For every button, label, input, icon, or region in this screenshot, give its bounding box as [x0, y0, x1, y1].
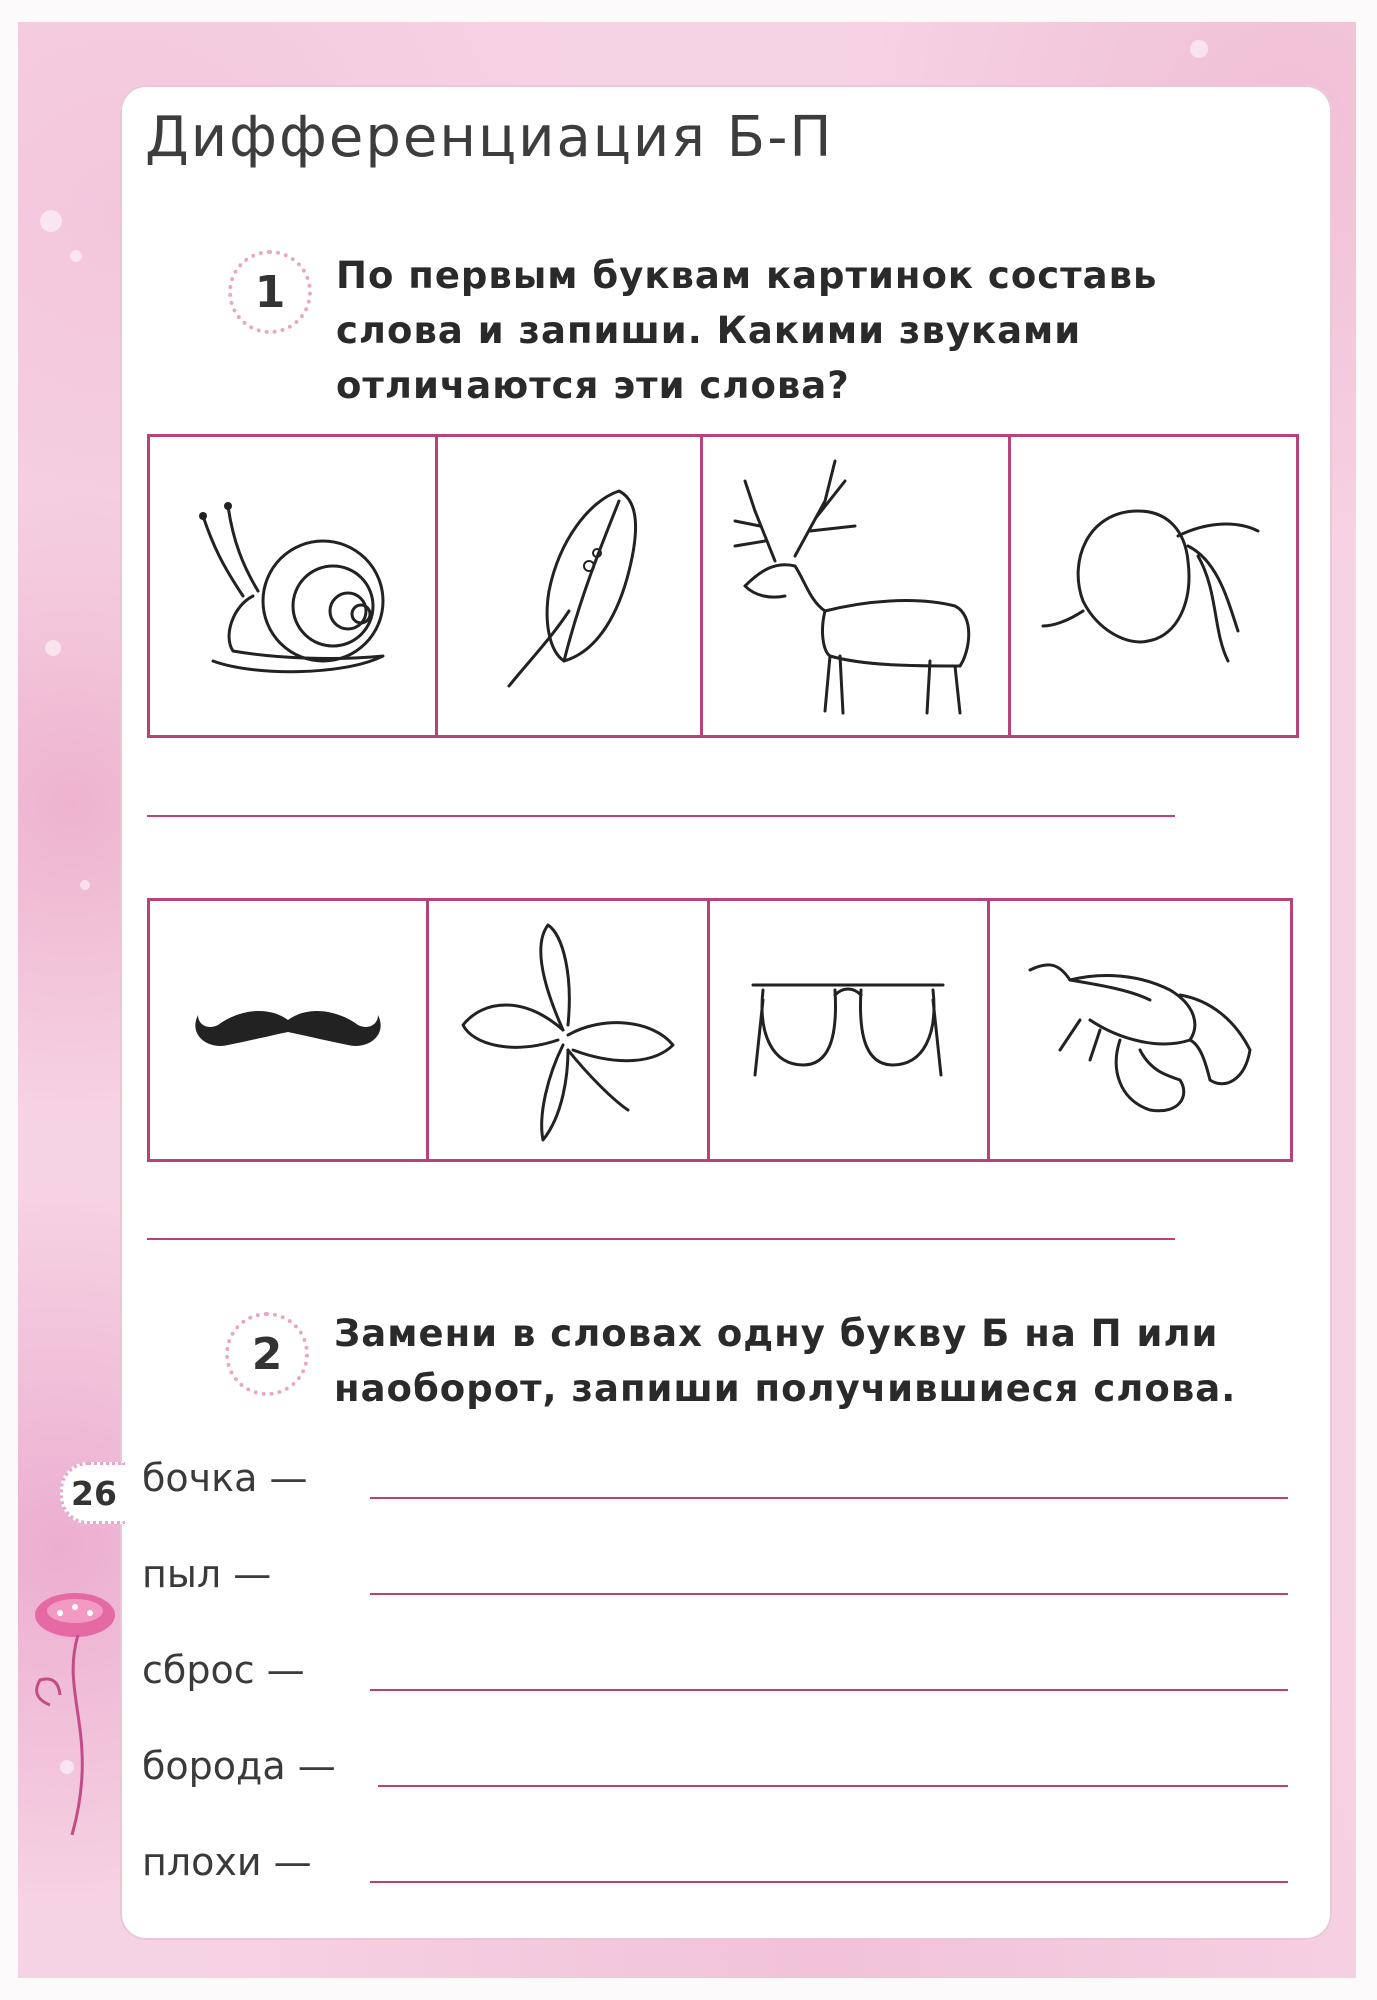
picture-cell: [150, 901, 429, 1159]
task-number: 1: [254, 266, 286, 318]
task2-instructions: [334, 1306, 1236, 1416]
word-answer-line[interactable]: [378, 1785, 1288, 1787]
word-label: борода —: [142, 1744, 336, 1788]
picture-row-1: [147, 434, 1299, 738]
word-answer-line[interactable]: [370, 1689, 1288, 1691]
decor-dot: [45, 640, 61, 656]
glasses-icon: [743, 965, 953, 1095]
deer-icon: [715, 451, 995, 721]
word-label: пыл —: [142, 1552, 272, 1596]
decor-dot: [80, 880, 90, 890]
picture-cell: [990, 901, 1290, 1159]
word-answer-line[interactable]: [370, 1497, 1288, 1499]
answer-line[interactable]: [147, 1238, 1175, 1240]
task1-line: По первым буквам картинок составь: [336, 254, 1158, 297]
picture-cell: [1011, 437, 1296, 735]
task-number-badge: [225, 1312, 309, 1396]
mustache-icon: [188, 990, 388, 1070]
task-number: 2: [251, 1328, 283, 1380]
picture-cell: [429, 901, 709, 1159]
feather-icon: [469, 471, 669, 701]
decor-dot: [1190, 40, 1208, 58]
task2-line: наоборот, запиши получившиеся слова.: [334, 1367, 1237, 1410]
word-answer-line[interactable]: [370, 1881, 1288, 1883]
task1-line: отличаются эти слова?: [336, 364, 850, 407]
word-label: сброс —: [142, 1648, 305, 1692]
picture-cell: [703, 437, 1011, 735]
word-label: плохи —: [142, 1840, 312, 1884]
task-number-badge: [228, 250, 312, 334]
task1-line: слова и запиши. Какими звуками: [336, 309, 1082, 352]
task1-instructions: [336, 248, 1157, 413]
page-number: 26: [60, 1462, 125, 1524]
word-answer-line[interactable]: [370, 1593, 1288, 1595]
crayfish-icon: [1020, 940, 1260, 1120]
picture-cell: [150, 437, 438, 735]
butterfly-icon: [453, 915, 683, 1145]
turnip-icon: [1038, 481, 1268, 691]
decor-dot: [40, 210, 62, 232]
picture-cell: [710, 901, 990, 1159]
picture-cell: [438, 437, 702, 735]
snail-icon: [173, 486, 413, 686]
answer-line[interactable]: [147, 815, 1175, 817]
flower-icon: [20, 1585, 130, 1845]
task2-line: Замени в словах одну букву Б на П или: [334, 1312, 1219, 1355]
word-label: бочка —: [142, 1456, 308, 1500]
decor-dot: [70, 250, 82, 262]
page-title: Дифференциация Б-П: [145, 105, 834, 170]
picture-row-2: [147, 898, 1293, 1162]
